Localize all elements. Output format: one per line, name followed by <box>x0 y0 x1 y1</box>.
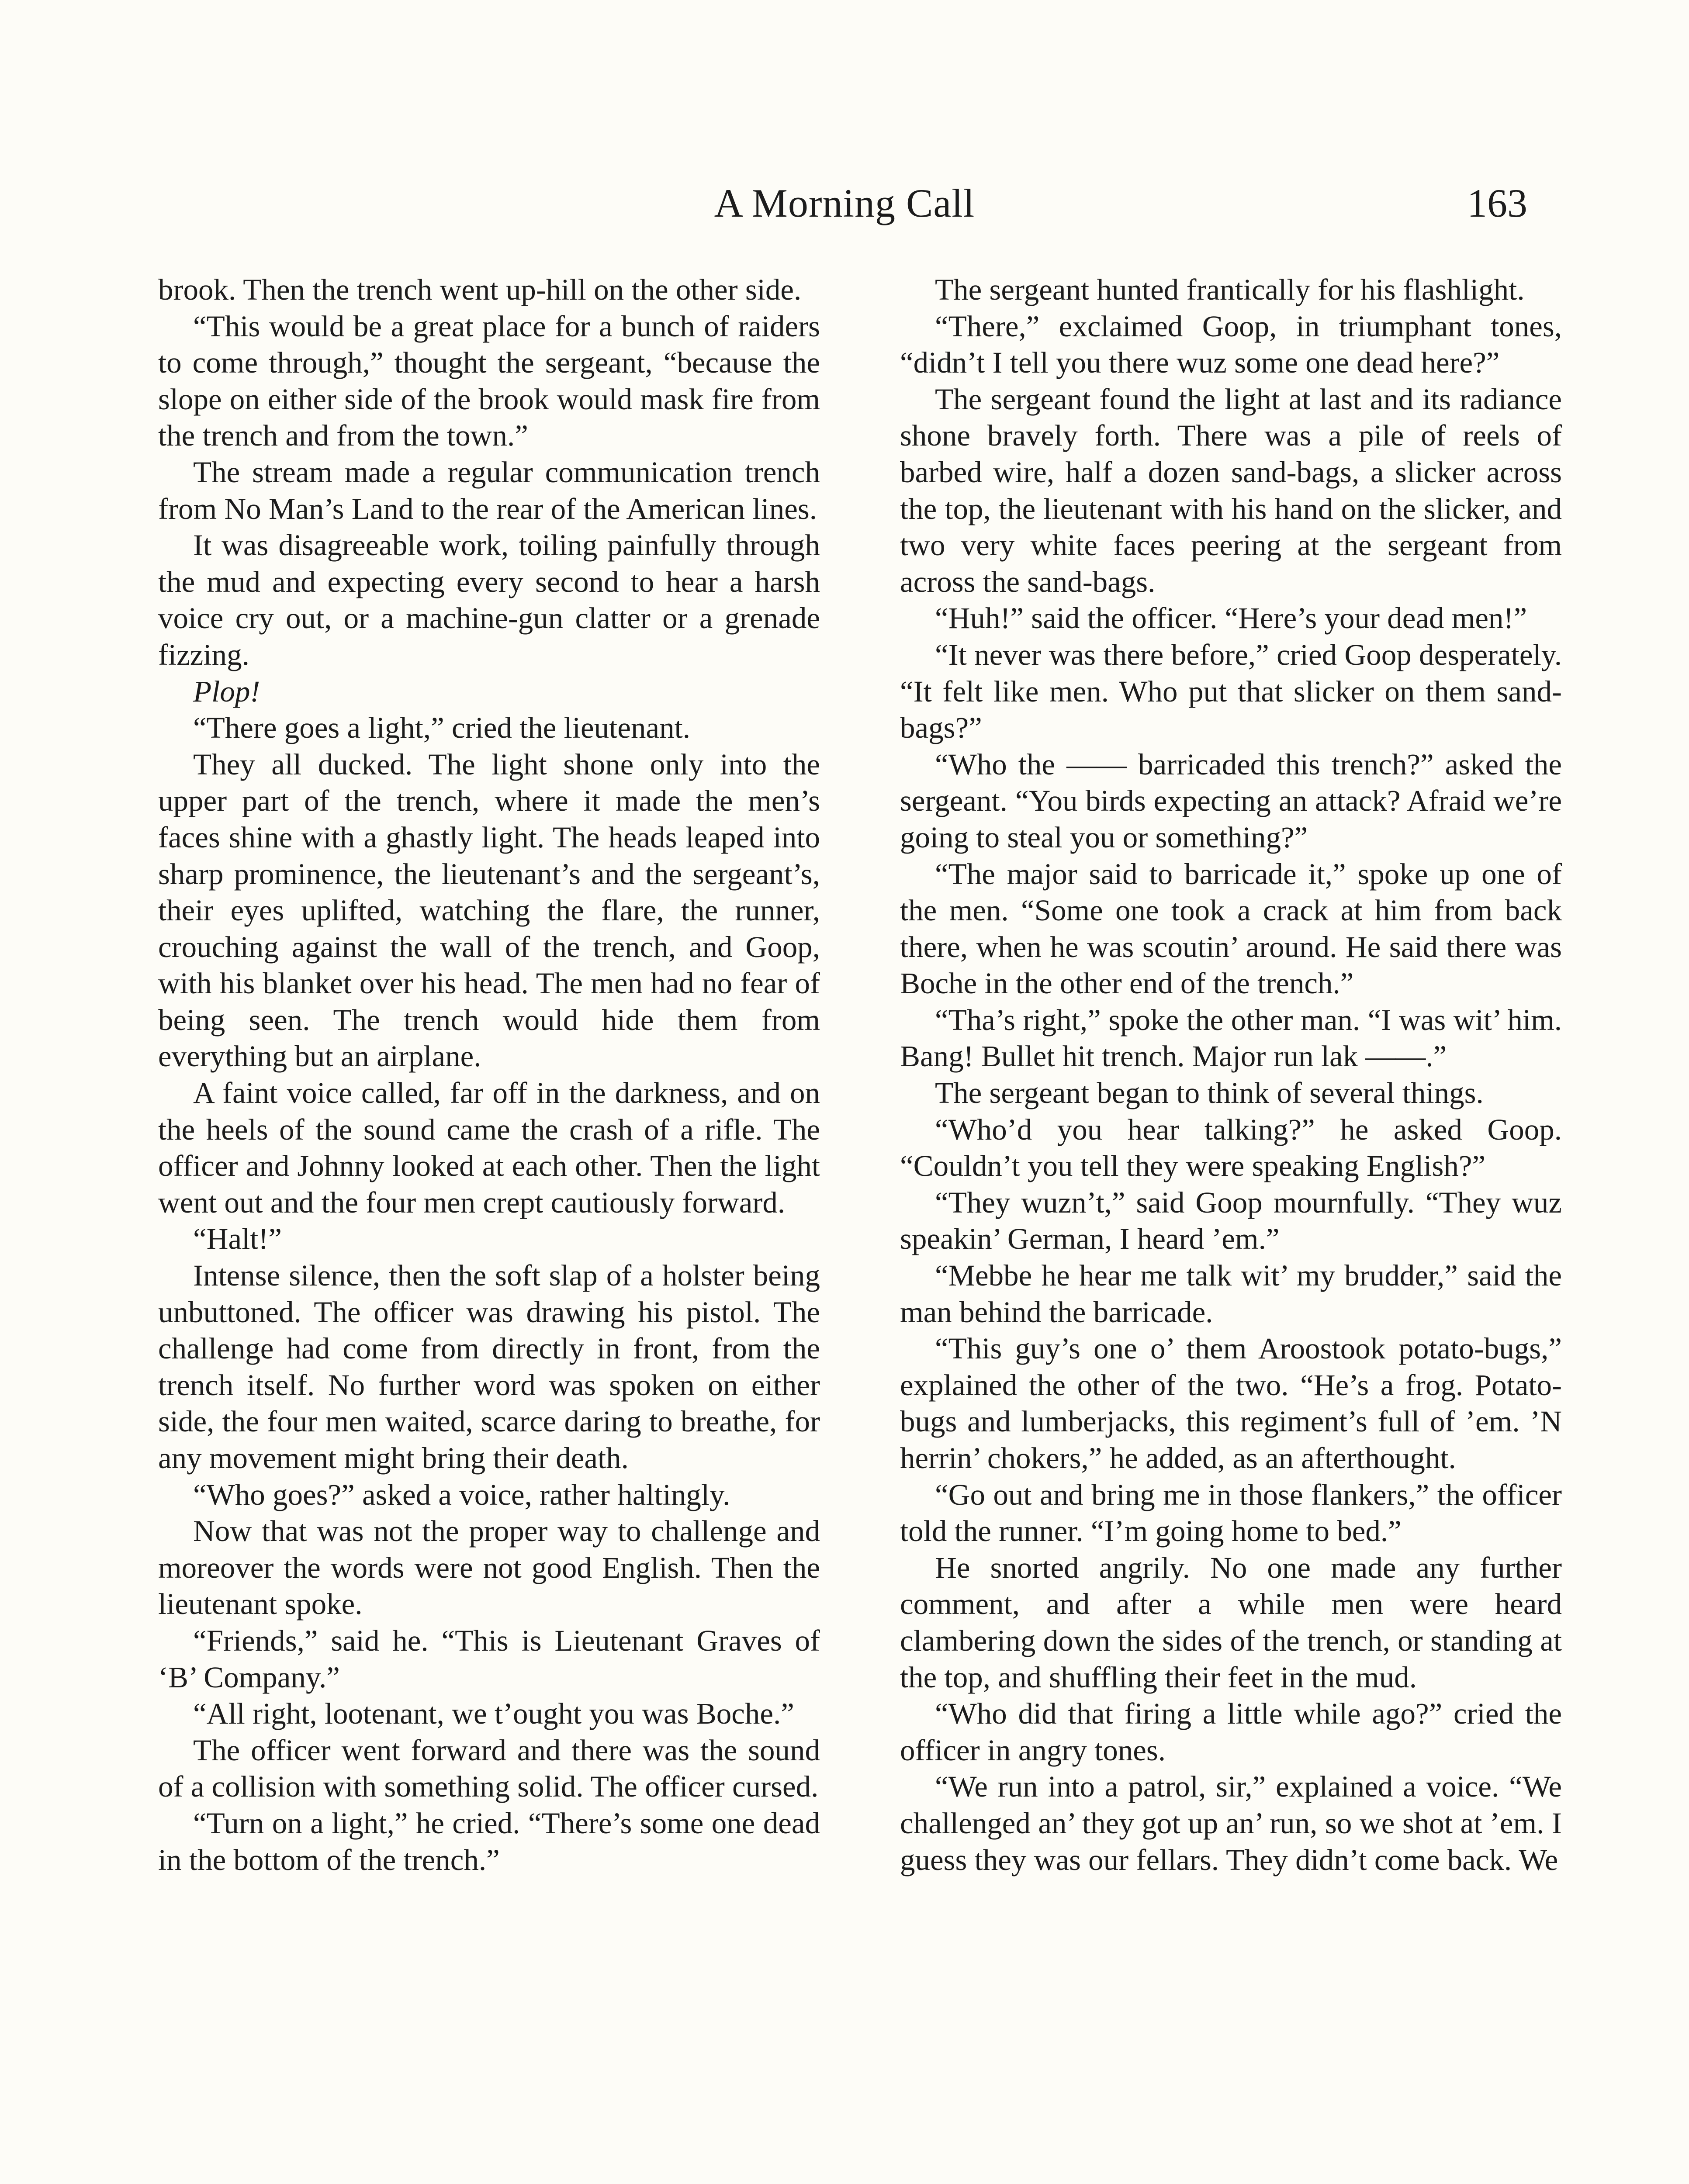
paragraph: “Who’d you hear talking?” he asked Goop. “Couldn’t you tell they were speaking English?” <box>900 1113 1562 1183</box>
paragraph: “We run into a patrol, sir,” explained a voice. “We challenged an’ they got up an’ run, so we shot at ’em. I guess they was our fellars. They didn’t come back. We <box>900 1770 1562 1876</box>
paragraph: Plop! <box>193 674 260 708</box>
paragraph: “Huh!” said the officer. “Here’s your dead men!” <box>935 601 1527 635</box>
running-title: A Morning Call <box>714 181 975 225</box>
left-column <box>158 272 820 1878</box>
paragraph: The stream made a regular communication trench from No Man’s Land to the rear of the American lines. <box>158 455 820 525</box>
right-column <box>900 272 1562 1878</box>
page-number: 163 <box>1467 181 1527 225</box>
paragraph: “All right, lootenant, we t’ought you was Boche.” <box>193 1697 794 1731</box>
paragraph: The sergeant began to think of several things. <box>935 1076 1484 1110</box>
paragraph: A faint voice called, far off in the darkness, and on the heels of the sound came the crash of a rifle. The officer and Johnny looked at each other. Then the light went out and the four men crept cautiously forward. <box>158 1076 820 1219</box>
paragraph: Intense silence, then the soft slap of a holster being unbuttoned. The officer was drawing his pistol. The challenge had come from directly in front, from the trench itself. No further word was spoken on either side, the four men waited, scarce daring to breathe, for any movement might bring their death. <box>158 1259 820 1475</box>
paragraph: They all ducked. The light shone only into the upper part of the trench, where it made the men’s faces shine with a ghastly light. The heads leaped into sharp prominence, the lieutenant’s and the sergeant’s, their eyes uplifted, watching the flare, the runner, crouching against the wall of the trench, and Goop, with his blanket over his head. The men had no fear of being seen. The trench would hide them from everything but an airplane. <box>158 747 820 1073</box>
paragraph: It was disagreeable work, toiling painfully through the mud and expecting every second to hear a harsh voice cry out, or a machine-gun clatter or a grenade fizzing. <box>158 529 820 671</box>
paragraph: “Go out and bring me in those flankers,” the officer told the runner. “I’m going home to bed.” <box>900 1478 1562 1548</box>
paragraph: “Friends,” said he. “This is Lieutenant Graves of ‘B’ Company.” <box>158 1624 820 1694</box>
paragraph: “This guy’s one o’ them Aroostook potato-bugs,” explained the other of the two. “He’s a frog. Potato-bugs and lumberjacks, this regiment’s full of ’em. ’N herrin’ chokers,” he added, as an afterthought. <box>900 1332 1562 1475</box>
paragraph: “They wuzn’t,” said Goop mournfully. “They wuz speakin’ German, I heard ’em.” <box>900 1185 1562 1256</box>
paragraph: “Who did that firing a little while ago?” cried the officer in angry tones. <box>900 1697 1562 1767</box>
paragraph: brook. Then the trench went up-hill on the other side. <box>158 273 802 306</box>
paragraph: “It never was there before,” cried Goop desperately. “It felt like men. Who put that slicker on them sand-bags?” <box>900 638 1562 745</box>
paragraph: “The major said to barricade it,” spoke up one of the men. “Some one took a crack at him from back there, when he was scoutin’ around. He said there was Boche in the other end of the trench.” <box>900 857 1562 1000</box>
paragraph: “Who goes?” asked a voice, rather haltingly. <box>193 1478 730 1511</box>
paragraph: “There goes a light,” cried the lieutenant. <box>193 711 690 745</box>
paragraph: “Mebbe he hear me talk wit’ my brudder,” said the man behind the barricade. <box>900 1259 1562 1329</box>
paragraph: “Turn on a light,” he cried. “There’s some one dead in the bottom of the trench.” <box>158 1806 820 1876</box>
page-header <box>0 177 1689 229</box>
paragraph: The sergeant hunted frantically for his flashlight. <box>935 273 1525 306</box>
paragraph: “Tha’s right,” spoke the other man. “I was wit’ him. Bang! Bullet hit trench. Major run lak ——.” <box>900 1003 1562 1073</box>
paragraph: “Halt!” <box>193 1222 282 1256</box>
paragraph: “This would be a great place for a bunch of raiders to come through,” thought the sergeant, “because the slope on either side of the brook would mask fire from the trench and from the town.” <box>158 309 820 453</box>
paragraph: The sergeant found the light at last and its radiance shone bravely forth. There was a pile of reels of barbed wire, half a dozen sand-bags, a slicker across the top, the lieutenant with his hand on the slicker, and two very white faces peering at the sergeant from across the sand-bags. <box>900 382 1562 598</box>
paragraph: Now that was not the proper way to challenge and moreover the words were not good English. Then the lieutenant spoke. <box>158 1514 820 1621</box>
paragraph: “Who the —— barricaded this trench?” asked the sergeant. “You birds expecting an attack? Afraid we’re going to steal you or something?” <box>900 747 1562 854</box>
paragraph: The officer went forward and there was the sound of a collision with something solid. The officer cursed. <box>158 1733 820 1804</box>
paragraph: He snorted angrily. No one made any further comment, and after a while men were heard clambering down the sides of the trench, or standing at the top, and shuffling their feet in the mud. <box>900 1551 1562 1694</box>
paragraph: “There,” exclaimed Goop, in triumphant tones, “didn’t I tell you there wuz some one dead here?” <box>900 309 1562 380</box>
